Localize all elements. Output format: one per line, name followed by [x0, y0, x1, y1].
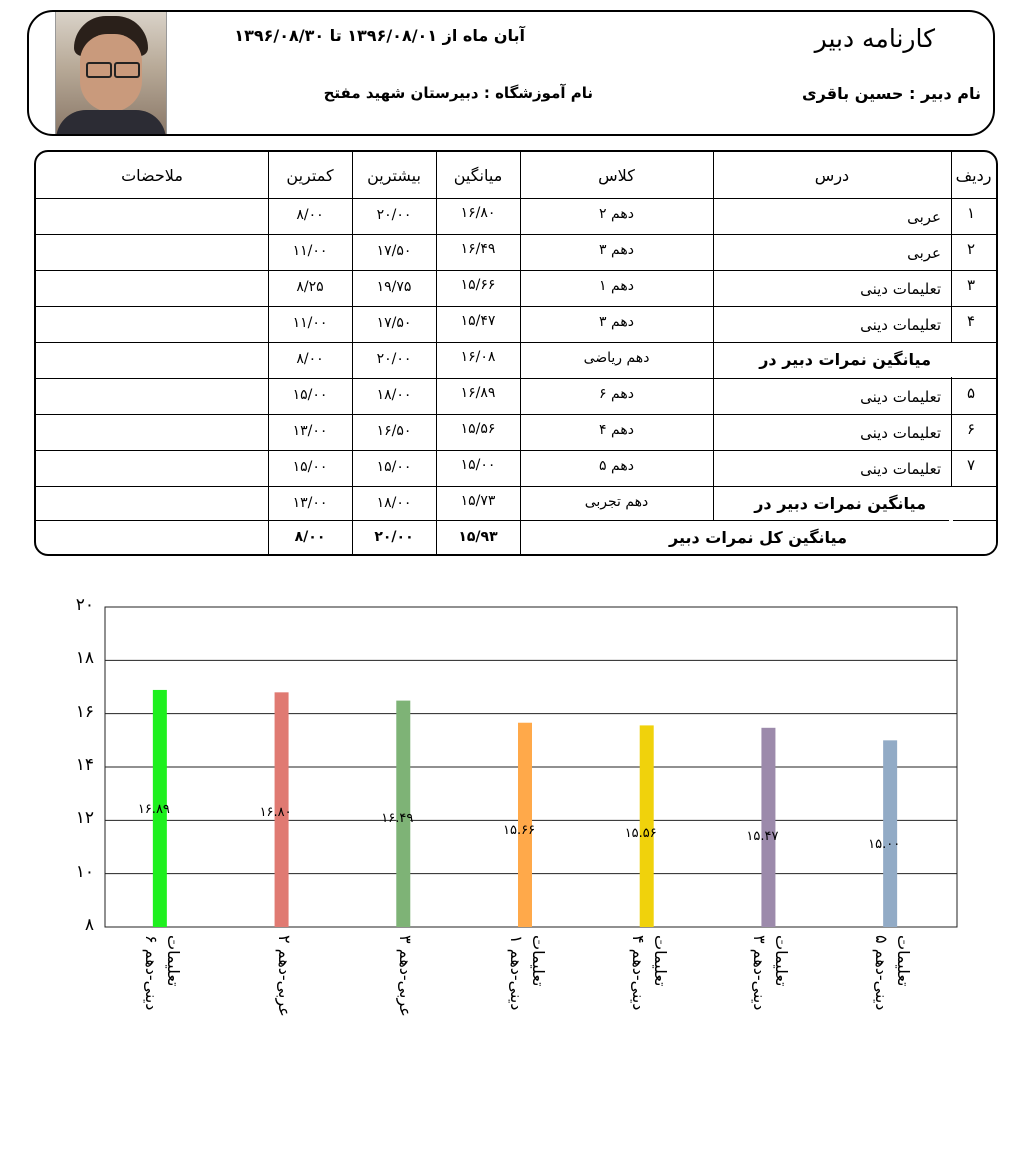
table-row-divider	[36, 306, 996, 307]
row-min: ۱۳/۰۰	[292, 423, 328, 439]
teacher-photo	[55, 12, 167, 134]
row-min: ۱۵/۰۰	[292, 387, 328, 403]
summary-mask	[949, 343, 953, 377]
row-index: ۶	[966, 420, 976, 438]
y-tick-label: ۱۸	[75, 648, 94, 669]
row-index: ۱	[966, 204, 976, 222]
school-info	[324, 84, 593, 102]
bar-data-label: ۱۶.۸۹	[137, 802, 170, 818]
report-period: آبان ماه از ۱۳۹۶/۰۸/۰۱ تا ۱۳۹۶/۰۸/۳۰	[234, 26, 525, 45]
table-row-divider	[36, 198, 996, 199]
row-max: ۱۹/۷۵	[376, 279, 412, 295]
row-average: ۱۵/۰۰	[460, 457, 496, 473]
row-class: دهم ۵	[599, 458, 634, 474]
table-row-divider	[36, 342, 996, 343]
teacher-name: حسین باقری	[802, 84, 904, 103]
x-tick-line: تعلیمات	[894, 935, 914, 987]
row-class: دهم ریاضی	[583, 350, 650, 366]
x-tick-label	[394, 935, 416, 1017]
y-tick-label: ۱۶	[75, 701, 94, 722]
row-average: ۱۵/۴۷	[460, 313, 496, 329]
table-row-divider	[36, 486, 996, 487]
row-class: دهم ۲	[599, 206, 634, 222]
summary-mask	[949, 487, 953, 521]
row-min: ۱۵/۰۰	[292, 459, 328, 475]
x-tick-line: عربی-دهم ۲	[274, 935, 294, 1017]
row-average: ۱۶/۴۹	[460, 241, 496, 257]
row-max: ۱۶/۵۰	[376, 423, 412, 439]
teacher-label: نام دبیر :	[909, 84, 981, 103]
y-tick-label: ۱۲	[75, 808, 94, 829]
x-tick-line: دینی-دهم ۶	[141, 935, 161, 1011]
row-class: دهم ۳	[599, 314, 634, 330]
header-subject: درس	[814, 166, 850, 185]
report-header	[27, 10, 995, 136]
bar-data-label: ۱۵.۴۷	[746, 828, 779, 844]
row-index: ۵	[966, 384, 976, 402]
x-tick-line: دینی-دهم ۴	[628, 935, 648, 1011]
header-class: کلاس	[598, 166, 635, 185]
school-name: دبیرستان شهید مفتح	[323, 84, 479, 102]
row-max: ۱۷/۵۰	[376, 315, 412, 331]
table-row-divider	[36, 378, 996, 379]
bar	[883, 740, 897, 927]
table-row-divider	[36, 234, 996, 235]
grades-table	[34, 150, 998, 556]
average-chart	[0, 580, 1012, 1060]
row-subject: تعلیمات دینی	[860, 280, 941, 298]
x-tick-label	[870, 935, 914, 1010]
row-subject: عربی	[907, 244, 941, 262]
row-average: ۱۵/۷۳	[460, 493, 496, 509]
x-tick-label	[627, 935, 671, 1010]
row-class: دهم ۶	[599, 386, 634, 402]
row-max: ۲۰/۰۰	[376, 351, 412, 367]
x-tick-line: دینی-دهم ۱	[507, 935, 526, 1011]
row-class: دهم ۱	[599, 278, 634, 294]
total-label: میانگین کل نمرات دبیر	[669, 528, 847, 547]
x-tick-label	[140, 935, 184, 1010]
row-subject: تعلیمات دینی	[860, 388, 941, 406]
row-index: ۲	[966, 240, 976, 258]
row-average: ۱۶/۸۹	[460, 385, 496, 401]
bar-data-label: ۱۶.۴۹	[381, 810, 414, 826]
total-max: ۲۰/۰۰	[374, 529, 414, 545]
x-tick-line: عربی-دهم ۳	[396, 935, 416, 1017]
y-tick-label: ۱۴	[75, 755, 94, 775]
summary-label: میانگین نمرات دبیر در	[759, 350, 931, 369]
bar-data-label: ۱۶.۸۰	[259, 805, 292, 821]
row-min: ۸/۰۰	[296, 207, 324, 223]
x-tick-line: تعلیمات	[772, 935, 792, 987]
x-tick-line: تعلیمات	[650, 935, 670, 987]
bar-data-label: ۱۵.۰۰	[868, 836, 901, 852]
table-row-divider	[36, 414, 996, 415]
total-min: ۸/۰۰	[294, 529, 326, 545]
school-label: نام آموزشگاه :	[483, 84, 593, 102]
y-tick-label: ۱۰	[75, 861, 94, 882]
row-subject: تعلیمات دینی	[860, 424, 941, 442]
teacher-info	[802, 84, 981, 103]
y-tick-label: ۸	[84, 915, 94, 935]
row-max: ۱۸/۰۰	[376, 387, 412, 403]
row-subject: عربی	[907, 208, 941, 226]
x-tick-line: دینی-دهم ۵	[872, 935, 892, 1011]
row-class: دهم تجربی	[584, 494, 649, 510]
header-average: میانگین	[453, 166, 503, 185]
row-index: ۳	[966, 276, 976, 294]
row-max: ۲۰/۰۰	[376, 207, 412, 223]
table-row-divider	[36, 450, 996, 451]
row-min: ۱۳/۰۰	[292, 495, 328, 511]
bar	[761, 728, 775, 927]
row-average: ۱۶/۸۰	[460, 205, 496, 221]
row-max: ۱۸/۰۰	[376, 495, 412, 511]
row-index: ۷	[966, 456, 976, 474]
x-tick-label	[273, 935, 295, 1017]
x-tick-label	[748, 935, 792, 1010]
x-tick-line: تعلیمات	[163, 935, 183, 987]
row-min: ۱۱/۰۰	[292, 315, 328, 331]
row-max: ۱۷/۵۰	[376, 243, 412, 259]
row-average: ۱۵/۵۶	[460, 421, 496, 437]
bar-data-label: ۱۵.۶۶	[503, 823, 536, 839]
header-notes: ملاحضات	[121, 166, 183, 185]
x-tick-label	[505, 935, 549, 1010]
row-average: ۱۵/۶۶	[460, 277, 496, 293]
row-class: دهم ۳	[599, 242, 634, 258]
row-index: ۴	[966, 312, 976, 330]
header-min: کمترین	[286, 166, 334, 185]
page-title: کارنامه دبیر	[814, 24, 935, 53]
y-tick-label: ۲۰	[75, 595, 94, 615]
header-max: بیشترین	[367, 166, 421, 185]
row-subject: تعلیمات دینی	[860, 316, 941, 334]
x-tick-line: تعلیمات	[529, 935, 548, 987]
table-column-divider	[713, 152, 714, 554]
row-min: ۱۱/۰۰	[292, 243, 328, 259]
row-class: دهم ۴	[599, 422, 634, 438]
row-max: ۱۵/۰۰	[376, 459, 412, 475]
row-subject: تعلیمات دینی	[860, 460, 941, 478]
bar-data-label: ۱۵.۵۶	[624, 826, 657, 842]
header-row: ردیف	[955, 166, 992, 185]
row-min: ۸/۲۵	[296, 279, 324, 295]
x-tick-line: دینی-دهم ۳	[750, 935, 770, 1011]
row-min: ۸/۰۰	[296, 351, 324, 367]
total-average: ۱۵/۹۳	[458, 529, 498, 545]
row-average: ۱۶/۰۸	[460, 349, 496, 365]
summary-label: میانگین نمرات دبیر در	[754, 494, 926, 513]
table-row-divider	[36, 270, 996, 271]
